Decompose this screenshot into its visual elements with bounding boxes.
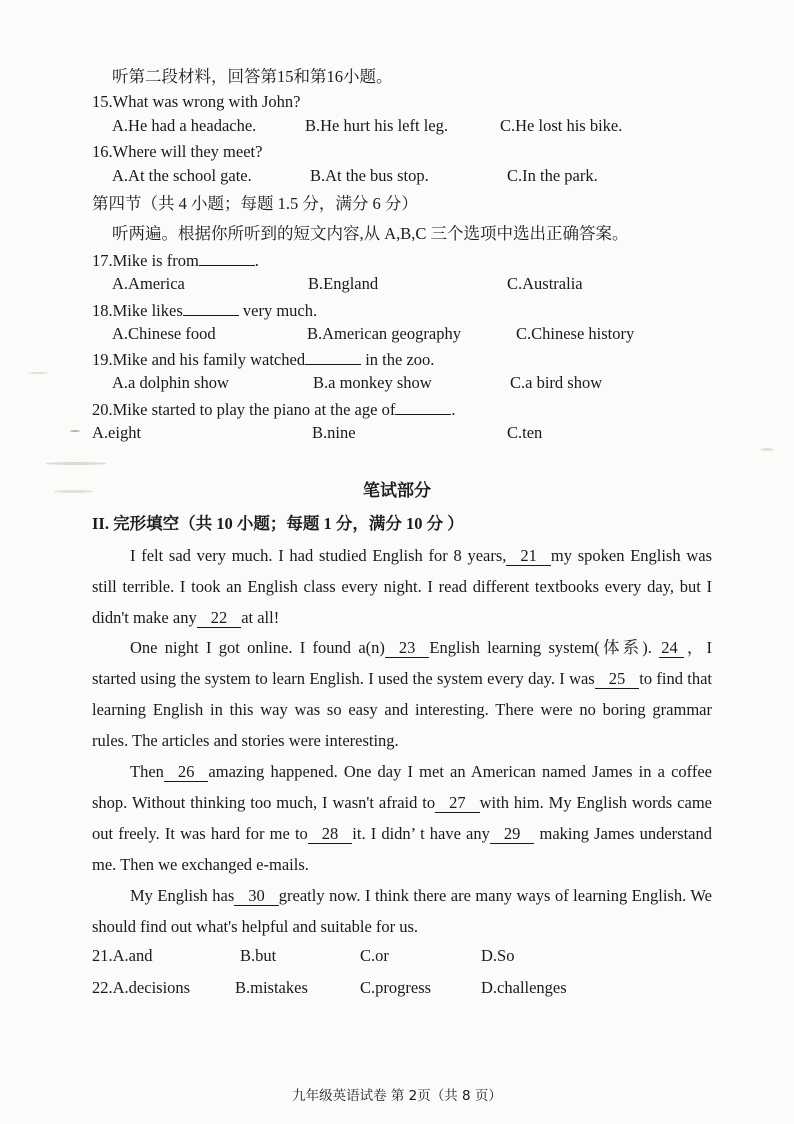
section-4-heading: 第四节（共 4 小题；每题 1.5 分，满分 6 分） bbox=[92, 194, 418, 213]
option-15c: C.He lost his bike. bbox=[500, 116, 623, 135]
option-18a: A.Chinese food bbox=[112, 324, 216, 343]
question-17-stem: 17.Mike is from . bbox=[92, 251, 259, 270]
option-17c: C.Australia bbox=[507, 274, 583, 293]
cloze-paragraph-1: I felt sad very much. I had studied English for 8 years, 21 my spoken English was still terrible. I took an English class every night. I read different textbooks every day, but I didn't make any 22 at all! bbox=[92, 546, 712, 627]
option-21d: D.So bbox=[481, 946, 515, 965]
blank-29: 29 bbox=[490, 825, 535, 844]
question-18-stem: 18.Mike likes very much. bbox=[92, 301, 318, 320]
option-17a: A.America bbox=[112, 274, 185, 293]
option-22b: B.mistakes bbox=[235, 978, 308, 997]
option-16b: B.At the bus stop. bbox=[310, 166, 429, 185]
listening-intro-2: 听第二段材料，回答第15和第16小题。 bbox=[112, 67, 393, 86]
option-19c: C.a bird show bbox=[510, 373, 603, 392]
option-20a: A.eight bbox=[92, 423, 142, 442]
option-19b: B.a monkey show bbox=[313, 373, 432, 392]
question-16-options bbox=[0, 166, 794, 188]
cloze-section-heading: II. 完形填空（共 10 小题；每题 1 分，满分 10 分 ） bbox=[92, 514, 464, 533]
blank-24: 24 bbox=[659, 639, 684, 658]
cloze-paragraph-3: Then 26 amazing happened. One day I met an American named James in a coffee shop. Without thinking too much, I wasn't afraid to 27 with him. My English words came out freely. It was hard for me to 28 it. I didn’ t have any 29 making James understand me. Then we exchanged e-mails. bbox=[92, 762, 712, 874]
cloze-paragraph-2: One night I got online. I found a(n) 23 English learning system(体系). 24 ，I started using the system to learn English. I used the system every day. I was 25 to find that learning English in this way was so easy and interesting. There were no boring grammar rules. The articles and stories were interesting. bbox=[92, 638, 713, 750]
option-15a: A.He had a headache. bbox=[112, 116, 257, 135]
option-16c: C.In the park. bbox=[507, 166, 598, 185]
question-19-options bbox=[0, 373, 794, 395]
page-footer: 九年级英语试卷 第 2页（共 8 页） bbox=[292, 1088, 502, 1104]
question-15-stem: 15.What was wrong with John? bbox=[92, 92, 301, 111]
written-part-title: 笔试部分 bbox=[363, 481, 431, 500]
option-22d: D.challenges bbox=[481, 978, 567, 997]
question-21-options bbox=[0, 946, 794, 968]
question-19-stem: 19.Mike and his family watched in the zoo. bbox=[92, 350, 435, 369]
option-18c: C.Chinese history bbox=[516, 324, 635, 343]
option-18b: B.American geography bbox=[307, 324, 461, 343]
option-21a: 21.A.and bbox=[92, 946, 153, 965]
question-20-options bbox=[0, 423, 794, 445]
option-19a: A.a dolphin show bbox=[112, 373, 229, 392]
question-16-stem: 16.Where will they meet? bbox=[92, 142, 263, 161]
blank-28: 28 bbox=[308, 825, 353, 844]
option-21c: C.or bbox=[360, 946, 389, 965]
option-21b: B.but bbox=[240, 946, 277, 965]
scan-speck bbox=[760, 448, 774, 451]
scan-speck bbox=[28, 372, 48, 374]
option-22a: 22.A.decisions bbox=[92, 978, 191, 997]
question-20-stem: 20.Mike started to play the piano at the age of . bbox=[92, 400, 456, 419]
cloze-paragraph-4: My English has 30 greatly now. I think there are many ways of learning English. We should find out what's helpful and suitable for us. bbox=[92, 886, 712, 936]
option-20b: B.nine bbox=[312, 423, 356, 442]
scan-speck bbox=[70, 430, 80, 432]
option-15b: B.He hurt his left leg. bbox=[305, 116, 448, 135]
section-4-instruction: 听两遍。根据你所听到的短文内容,从 A,B,C 三个选项中选出正确答案。 bbox=[112, 224, 629, 243]
scan-speck bbox=[54, 490, 94, 493]
option-16a: A.At the school gate. bbox=[112, 166, 252, 185]
question-17-options bbox=[0, 274, 794, 296]
question-22-options bbox=[0, 978, 794, 1000]
option-22c: C.progress bbox=[360, 978, 432, 997]
option-20c: C.ten bbox=[507, 423, 543, 442]
scan-speck bbox=[46, 462, 106, 465]
blank-30: 30 bbox=[234, 887, 279, 906]
blank-22: 22 bbox=[197, 609, 242, 628]
blank-26: 26 bbox=[164, 763, 209, 782]
question-18-options bbox=[0, 324, 794, 346]
blank-21: 21 bbox=[506, 547, 551, 566]
blank-25: 25 bbox=[595, 670, 640, 689]
blank-23: 23 bbox=[385, 639, 430, 658]
option-17b: B.England bbox=[308, 274, 379, 293]
question-15-options bbox=[0, 116, 794, 138]
blank-27: 27 bbox=[435, 794, 480, 813]
